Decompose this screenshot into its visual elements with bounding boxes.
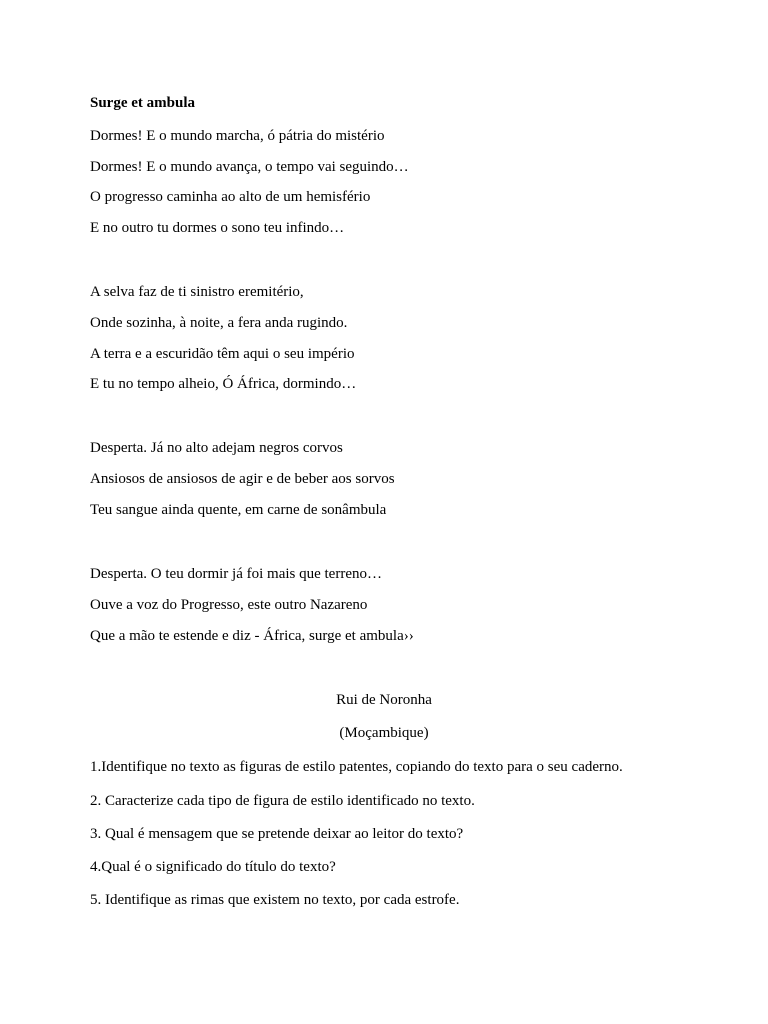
stanza-4-line-3: Que a mão te estende e diz - África, surge et ambula›› xyxy=(90,628,414,644)
stanza-2-line-4: E tu no tempo alheio, Ó África, dormindo… xyxy=(90,376,357,392)
stanza-1-line-2: Dormes! E o mundo avança, o tempo vai seguindo… xyxy=(90,159,409,175)
stanza-1-line-3: O progresso caminha ao alto de um hemisfério xyxy=(90,189,371,205)
stanza-3-line-3: Teu sangue ainda quente, em carne de sonâmbula xyxy=(90,502,387,518)
stanza-2-line-3: A terra e a escuridão têm aqui o seu império xyxy=(90,346,355,362)
stanza-4-line-1: Desperta. O teu dormir já foi mais que terreno… xyxy=(90,566,382,582)
question-2: 2. Caracterize cada tipo de figura de estilo identificado no texto. xyxy=(90,793,475,809)
stanza-4-line-2: Ouve a voz do Progresso, este outro Nazareno xyxy=(90,597,368,613)
poem-title: Surge et ambula xyxy=(90,95,195,111)
poem-author: Rui de Noronha xyxy=(336,692,432,708)
poem-origin: (Moçambique) xyxy=(339,725,429,741)
stanza-1-line-4: E no outro tu dormes o sono teu infindo… xyxy=(90,220,345,236)
stanza-3-line-2: Ansiosos de ansiosos de agir e de beber aos sorvos xyxy=(90,471,395,487)
question-1: 1.Identifique no texto as figuras de estilo patentes, copiando do texto para o seu caderno. xyxy=(90,759,623,775)
stanza-3-line-1: Desperta. Já no alto adejam negros corvos xyxy=(90,440,343,456)
stanza-1-line-1: Dormes! E o mundo marcha, ó pátria do mistério xyxy=(90,128,385,144)
question-4: 4.Qual é o significado do título do texto? xyxy=(90,859,336,875)
stanza-2-line-2: Onde sozinha, à noite, a fera anda rugindo. xyxy=(90,315,348,331)
question-3: 3. Qual é mensagem que se pretende deixar ao leitor do texto? xyxy=(90,826,464,842)
question-5: 5. Identifique as rimas que existem no texto, por cada estrofe. xyxy=(90,892,460,908)
stanza-2-line-1: A selva faz de ti sinistro eremitério, xyxy=(90,284,304,300)
